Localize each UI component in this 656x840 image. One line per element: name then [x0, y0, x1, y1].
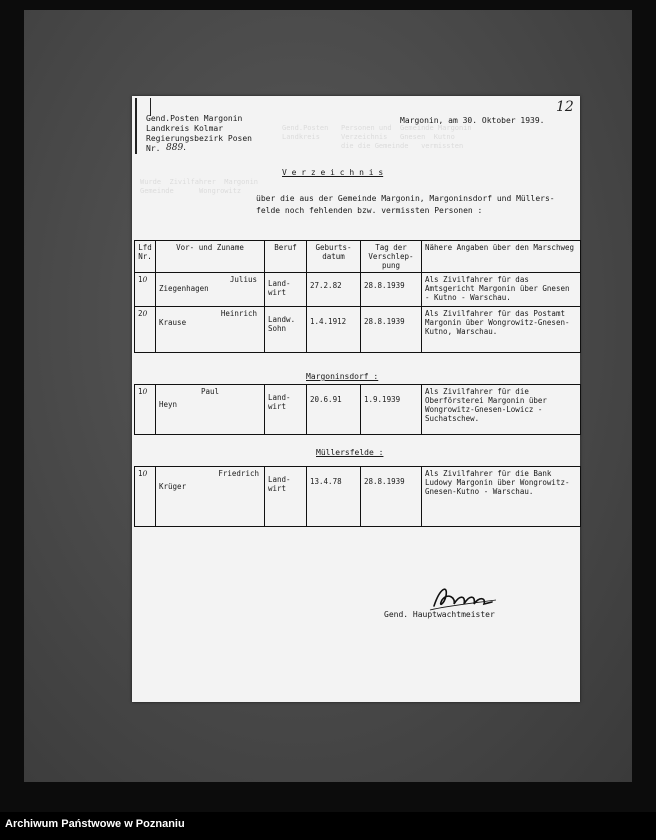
checkmark: 0 — [142, 275, 148, 284]
show-through-text: Wurde Zivilfahrer Margonin Gemeinde Wongrowitz — [140, 178, 259, 195]
first-name: Heinrich — [220, 309, 257, 318]
register-table-margonin — [134, 240, 581, 353]
last-name: Ziegenhagen — [159, 284, 209, 293]
archive-footer — [0, 812, 656, 840]
route-details: Als Zivilfahrer für die Bank Ludowy Margonin über Wongrowitz-Gnesen-Kutno - Warschau. — [422, 467, 581, 527]
birth-date: 13.4.78 — [307, 467, 361, 527]
occupation: Land- wirt — [265, 385, 307, 435]
register-table-muellersfelde — [134, 466, 581, 527]
checkmark: 0 — [142, 309, 148, 318]
route-details: Als Zivilfahrer für das Postamt Margonin über Wongrowitz-Gnesen-Kutno, Warschau. — [422, 307, 581, 353]
birth-date: 27.2.82 — [307, 273, 361, 307]
margin-stroke — [135, 98, 137, 154]
person-name — [156, 467, 265, 527]
col-header-name: Vor- und Zuname — [156, 241, 265, 273]
checkmark: 0 — [142, 469, 148, 478]
table-row — [135, 307, 581, 353]
subtitle-line-2: felde noch fehlenden bzw. vermissten Personen : — [256, 206, 483, 215]
deportation-date: 1.9.1939 — [361, 385, 422, 435]
register-table-margoninsdorf — [134, 384, 581, 435]
occupation: Land- wirt — [265, 273, 307, 307]
archive-label: Archiwum Państwowe w Poznaniu — [5, 818, 185, 830]
document-title: V e r z e i c h n i s — [282, 168, 384, 177]
first-name: Paul — [200, 387, 220, 396]
first-name: Friedrich — [218, 469, 259, 478]
place-date: Margonin, am 30. Oktober 1939. — [400, 116, 545, 125]
deportation-date: 28.8.1939 — [361, 467, 422, 527]
person-name — [156, 385, 265, 435]
regierungsbezirk-line: Regierungsbezirk Posen — [146, 134, 252, 143]
person-name — [156, 307, 265, 353]
posten-line: Gend.Posten Margonin — [146, 114, 243, 123]
col-header-lfd: Lfd Nr. — [135, 241, 156, 273]
birth-date: 1.4.1912 — [307, 307, 361, 353]
page-number: 12 — [556, 99, 574, 115]
nr-label: Nr. — [146, 144, 161, 153]
col-header-geburt: Geburts- datum — [307, 241, 361, 273]
nr-handwritten: 889. — [166, 143, 187, 153]
col-header-beruf: Beruf — [265, 241, 307, 273]
checkmark: 0 — [142, 387, 148, 396]
last-name: Krause — [159, 318, 187, 327]
table-header-row — [135, 241, 581, 273]
last-name: Krüger — [159, 482, 187, 491]
signature-title: Gend. Hauptwachtmeister — [384, 610, 495, 619]
row-number: 10 — [135, 273, 156, 307]
col-header-tag: Tag der Verschlep- pung — [361, 241, 422, 273]
row-number: 20 — [135, 307, 156, 353]
table-row — [135, 273, 581, 307]
birth-date: 20.6.91 — [307, 385, 361, 435]
show-through-text: Gend.Posten Personen und Gemeinde Margonin Landkreis Verzeichnis Gnesen Kutno die die Gemeinde vermissten — [282, 124, 472, 150]
col-header-angaben: Nähere Angaben über den Marschweg — [422, 241, 581, 273]
occupation: Land- wirt — [265, 467, 307, 527]
deportation-date: 28.8.1939 — [361, 273, 422, 307]
landkreis-line: Landkreis Kolmar — [146, 124, 224, 133]
route-details: Als Zivilfahrer für das Amtsgericht Margonin über Gnesen - Kutno - Warschau. — [422, 273, 581, 307]
first-name: Julius — [229, 275, 257, 284]
route-details: Als Zivilfahrer für die Oberförsterei Margonin über Wongrowitz-Gnesen-Lowicz - Suchatschew. — [422, 385, 581, 435]
document-page — [132, 96, 580, 702]
deportation-date: 28.8.1939 — [361, 307, 422, 353]
handwritten-signature — [426, 582, 502, 612]
subtitle-line-1: über die aus der Gemeinde Margonin, Margoninsdorf und Müllers- — [256, 194, 555, 203]
table-row — [135, 385, 581, 435]
occupation: Landw. Sohn — [265, 307, 307, 353]
row-number: 10 — [135, 385, 156, 435]
row-number: 10 — [135, 467, 156, 527]
last-name: Heyn — [159, 400, 178, 409]
section-heading-margoninsdorf: Margoninsdorf : — [306, 372, 379, 381]
table-row — [135, 467, 581, 527]
person-name — [156, 273, 265, 307]
section-heading-muellersfelde: Müllersfelde : — [316, 448, 384, 457]
